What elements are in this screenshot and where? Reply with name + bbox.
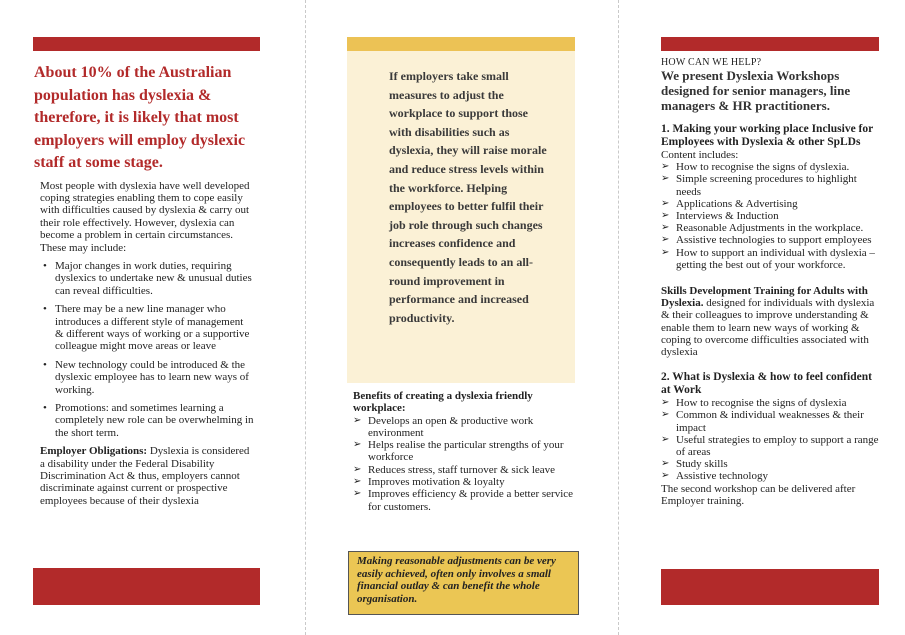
- content-includes-label: Content includes:: [661, 149, 739, 161]
- list-item: ➢ Useful strategies to employ to support a range of areas: [661, 434, 883, 458]
- list-item: ➢ Improves motivation & loyalty: [353, 476, 575, 488]
- obligations-text: Dyslexia is considered a disability under the Federal Disability Discrimination Act & thus, employers cannot discriminate against current or prospective employees because of their dyslexia: [40, 445, 250, 507]
- list-item: ➢ Assistive technologies to support employees: [661, 234, 883, 246]
- left-top-bar: [33, 37, 260, 51]
- list-item: ➢ Reasonable Adjustments in the workplace.: [661, 222, 883, 234]
- section2-list: [661, 397, 883, 482]
- list-item: • There may be a new line manager who introduces a different style of management & different ways of working or a supportive colleague might move areas or leave: [40, 303, 254, 353]
- list-item: ➢ How to support an individual with dyslexia – getting the best out of your workforce.: [661, 247, 883, 271]
- list-item: ➢ Develops an open & productive work environment: [353, 415, 575, 440]
- section2-title: 2. What is Dyslexia & how to feel confident at Work: [661, 371, 872, 397]
- section1-list: [661, 161, 883, 271]
- list-item: ➢ Interviews & Induction: [661, 210, 883, 222]
- fold-line-right: [618, 0, 619, 635]
- list-item: • Promotions: and sometimes learning a completely new role can be overwhelming in the short term.: [40, 402, 254, 439]
- list-item: ➢ Common & individual weaknesses & their impact: [661, 409, 883, 433]
- section1-title: 1. Making your working place Inclusive for Employees with Dyslexia & other SpLDs: [661, 123, 874, 148]
- help-heading: HOW CAN WE HELP?: [661, 57, 762, 68]
- skills-paragraph: [661, 285, 879, 358]
- employer-obligations: [40, 445, 254, 507]
- benefits-section: [353, 390, 575, 513]
- left-bottom-bar: [33, 568, 260, 605]
- skills-title: Skills Development Training for Adults with Dyslexia.: [661, 285, 868, 310]
- right-bottom-bar: [661, 569, 879, 605]
- fold-line-left: [305, 0, 306, 635]
- callout-text: Making reasonable adjustments can be very easily achieved, often only involves a small financial outlay & can benefit the whole organisation.: [357, 555, 556, 605]
- circumstances-list: [40, 260, 254, 439]
- intro-paragraph: Most people with dyslexia have well developed coping strategies enabling them to cope easily with difficulties caused by dyslexia & carry out their role effectively. However, dyslexia can become a problem in certain circumstances. These may include:: [40, 179, 250, 254]
- closing-text: The second workshop can be delivered after Employer training.: [661, 482, 856, 507]
- left-panel: [33, 62, 263, 507]
- obligations-label: Employer Obligations:: [40, 445, 148, 458]
- list-item: • Major changes in work duties, requiring dyslexics to undertake new & unusual duties can reveal difficulties.: [40, 260, 254, 297]
- callout-box: [348, 551, 579, 615]
- list-item: ➢ Improves efficiency & provide a better service for customers.: [353, 488, 575, 513]
- lead-statement: About 10% of the Australian population has dyslexia & therefore, it is likely that most employers will employ dyslexic staff at some stage.: [34, 64, 246, 171]
- list-item: ➢ Applications & Advertising: [661, 198, 883, 210]
- skills-text: designed for individuals with dyslexia & their colleagues to improve understanding & enable them to learn new ways of working & coping to overcome difficulties associated with dyslexia: [661, 297, 875, 359]
- benefits-list: [353, 415, 575, 513]
- list-item: ➢ Assistive technology: [661, 470, 883, 482]
- list-item: • New technology could be introduced & the dyslexic employee has to learn new ways of working.: [40, 359, 254, 396]
- list-item: ➢ How to recognise the signs of dyslexia: [661, 397, 883, 409]
- list-item: ➢ Study skills: [661, 458, 883, 470]
- right-panel: [661, 57, 886, 507]
- list-item: ➢ Helps realise the particular strengths of your workforce: [353, 439, 575, 464]
- list-item: ➢ How to recognise the signs of dyslexia.: [661, 161, 883, 173]
- list-item: ➢ Reduces stress, staff turnover & sick leave: [353, 464, 575, 476]
- list-item: ➢ Simple screening procedures to highlight needs: [661, 173, 883, 197]
- middle-top-bar: [347, 37, 575, 51]
- right-top-bar: [661, 37, 879, 51]
- quote-box: [347, 51, 575, 383]
- help-title: We present Dyslexia Workshops designed for senior managers, line managers & HR practitioners.: [661, 68, 851, 113]
- quote-text: If employers take small measures to adjust the workplace to support those with disabilities such as dyslexia, they will raise morale and reduce stress levels within the workforce. Helping employees to better fulfil their job role through such changes increases confidence and consequently leads to an all-round improvement in performance and increased productivity.: [389, 69, 547, 325]
- benefits-title: Benefits of creating a dyslexia friendly workplace:: [353, 390, 533, 415]
